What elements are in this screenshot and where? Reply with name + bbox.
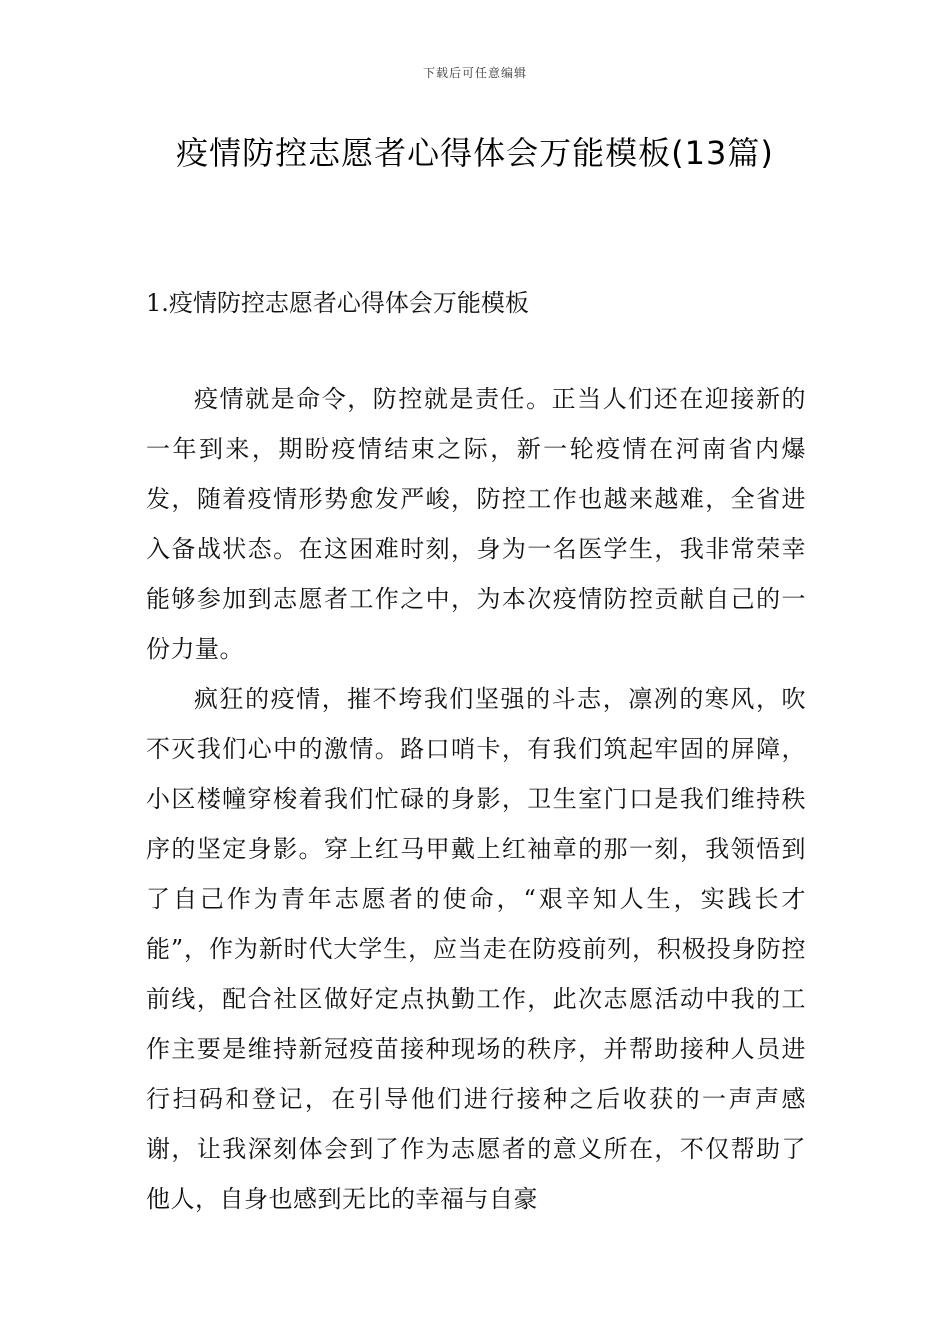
paragraph: 疫情就是命令，防控就是责任。正当人们还在迎接新的一年到来，期盼疫情结束之际，新一轮疫情在河南省内爆发，随着疫情形势愈发严峻，防控工作也越来越难，全省进入备战状态。在这困难时刻，身为一名医学生，我非常荣幸能够参加到志愿者工作之中，为本次疫情防控贡献自己的一份力量。 <box>146 385 806 663</box>
paragraph: 疯狂的疫情，摧不垮我们坚强的斗志，凛冽的寒风，吹不灭我们心中的激情。路口哨卡，有我们筑起牢固的屏障，小区楼幢穿梭着我们忙碌的身影，卫生室门口是我们维持秩序的坚定身影。穿上红马甲戴上红袖章的那一刻，我领悟到了自己作为青年志愿者的使命，“艰辛知人生，实践长才能”，作为新时代大学生，应当走在防疫前列，积极投身防控前线，配合社区做好定点执勤工作，此次志愿活动中我的工作主要是维持新冠疫苗接种现场的秩序，并帮助接种人员进行扫码和登记，在引导他们进行接种之后收获的一声声感谢，让我深刻体会到了作为志愿者的意义所在，不仅帮助了他人，自身也感到无比的幸福与自豪 <box>146 685 806 1213</box>
header-note: 下载后可任意编辑 <box>422 66 527 80</box>
section-heading: 1.疫情防控志愿者心得体会万能模板 <box>146 289 529 317</box>
page-title: 疫情防控志愿者心得体会万能模板(13篇) <box>176 134 774 172</box>
document-body <box>146 374 806 1224</box>
